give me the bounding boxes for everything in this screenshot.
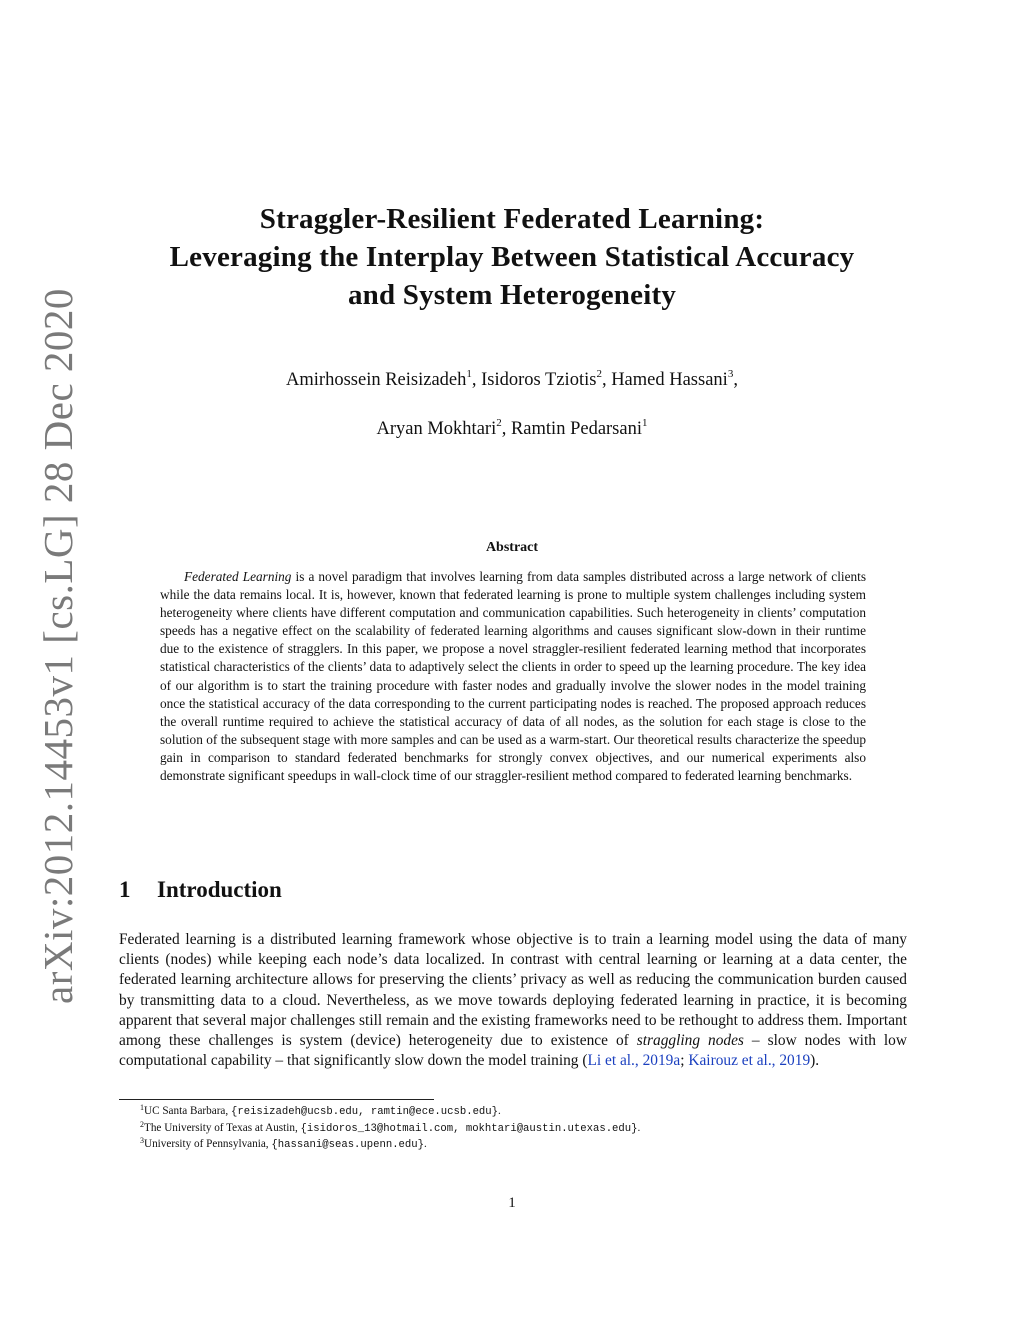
introduction-paragraph xyxy=(119,930,907,1071)
footnote xyxy=(119,1104,907,1121)
footnote-end: . xyxy=(637,1121,641,1134)
author-name: Hamed Hassani xyxy=(611,370,728,390)
title-line-2: Leveraging the Interplay Between Statistical Accuracy xyxy=(169,241,855,273)
citation-link[interactable]: Kairouz et al., 2019 xyxy=(688,1052,811,1070)
author-separator: , xyxy=(601,370,612,390)
author-name: Isidoros Tziotis xyxy=(481,370,597,390)
affiliation-mark: 2 xyxy=(496,417,502,429)
footnote-mark: 2 xyxy=(140,1119,144,1129)
intro-text: – slow nodes with low computational capability – that significantly slow down the model training ( xyxy=(119,1032,907,1070)
footnote-mark: 3 xyxy=(140,1136,144,1145)
abstract-indent xyxy=(160,569,184,584)
intro-emphasis: straggling nodes xyxy=(636,1032,744,1050)
author-name: Aryan Mokhtari xyxy=(376,419,497,439)
footnote xyxy=(119,1137,907,1154)
abstract-text xyxy=(160,568,866,785)
footnote-text: The University of Texas at Austin, xyxy=(144,1121,301,1134)
intro-text: Federated learning is a distributed learning framework whose objective is to train a learning model using the data of many clients (nodes) while keeping each node’s data localized. In contrast with central learning or learning at a data center, the federated learning architecture allows for preserving the clients’ privacy as well as reducing the communication burden caused by transmitting data to a cloud. Nevertheless, as we move towards deploying federated learning in practice, it is becoming apparent that several major challenges still remain and the existing frameworks need to be rethought to address them. Important among these challenges is system (device) heterogeneity due to existence of xyxy=(119,931,907,1050)
footnote-text: UC Santa Barbara, xyxy=(144,1105,231,1117)
footnote-emails: {hassani@seas.upenn.edu} xyxy=(271,1139,424,1151)
footnote xyxy=(119,1121,907,1138)
section-title: Introduction xyxy=(157,877,282,902)
abstract-heading: Abstract xyxy=(485,540,539,555)
footnotes xyxy=(119,1104,907,1154)
author-separator: , xyxy=(471,370,482,390)
affiliation-mark: 2 xyxy=(596,368,602,380)
paper-title xyxy=(120,200,904,314)
author-name: Amirhossein Reisizadeh xyxy=(286,370,467,390)
footnote-divider xyxy=(119,1099,434,1100)
page-number: 1 xyxy=(508,1195,516,1211)
section-number: 1 xyxy=(119,877,131,902)
intro-text: ). xyxy=(810,1052,820,1070)
author-name: Ramtin Pedarsani xyxy=(510,419,642,439)
author-separator: , xyxy=(733,370,738,390)
author-separator: , xyxy=(501,419,511,439)
affiliation-mark: 1 xyxy=(466,368,472,380)
arxiv-identifier-stamp: arXiv:2012.14453v1 [cs.LG] 28 Dec 2020 xyxy=(35,288,81,1004)
footnote-end: . xyxy=(423,1138,427,1150)
citation-link[interactable]: Li et al., 2019a xyxy=(587,1052,681,1070)
title-line-3: and System Heterogeneity xyxy=(347,279,677,311)
footnote-text: University of Pennsylvania, xyxy=(144,1138,272,1150)
footnote-emails: {isidoros_13@hotmail.com, mokhtari@austin.utexas.edu} xyxy=(300,1122,638,1135)
footnote-end: . xyxy=(498,1105,501,1117)
footnote-emails: {reisizadeh@ucsb.edu, ramtin@ece.ucsb.edu} xyxy=(231,1106,499,1118)
title-line-1: Straggler-Resilient Federated Learning: xyxy=(259,203,765,235)
citation-separator: ; xyxy=(680,1052,689,1070)
footnote-mark: 1 xyxy=(140,1103,144,1112)
author-list-line-2 xyxy=(120,419,904,440)
abstract-body-text: is a novel paradigm that involves learning from data samples distributed across a large network of clients while the data remains local. It is, however, known that federated learning is prone to multiple system challenges including system heterogeneity where clients have different computation and communication capabilities. Such heterogeneity in clients’ computation speeds has a negative effect on the scalability of federated learning algorithms and causes significant slow-down in their runtime due to the existence of stragglers. In this paper, we propose a novel straggler-resilient federated learning method that incorporates statistical characteristics of the clients’ data to adaptively select the clients in order to speed up the learning procedure. The key idea of our algorithm is to start the training procedure with faster nodes and gradually involve the slower nodes in the model training once the statistical accuracy of the data corresponding to the current participating nodes is reached. The proposed approach reduces the overall runtime required to achieve the statistical accuracy of data of all nodes, as the solution for each stage is close to the solution of the subsequent stage with more samples and can be used as a warm-start. Our theoretical results characterize the speedup gain in comparison to standard federated benchmarks for strongly convex objectives, and our numerical experiments also demonstrate significant speedups in wall-clock time of our straggler-resilient method compared to federated learning benchmarks. xyxy=(160,569,866,784)
section-heading-introduction xyxy=(119,877,282,903)
abstract-lead-term: Federated Learning xyxy=(184,569,292,584)
author-list-line-1 xyxy=(120,370,904,391)
affiliation-mark: 3 xyxy=(727,368,734,380)
affiliation-mark: 1 xyxy=(642,417,648,429)
